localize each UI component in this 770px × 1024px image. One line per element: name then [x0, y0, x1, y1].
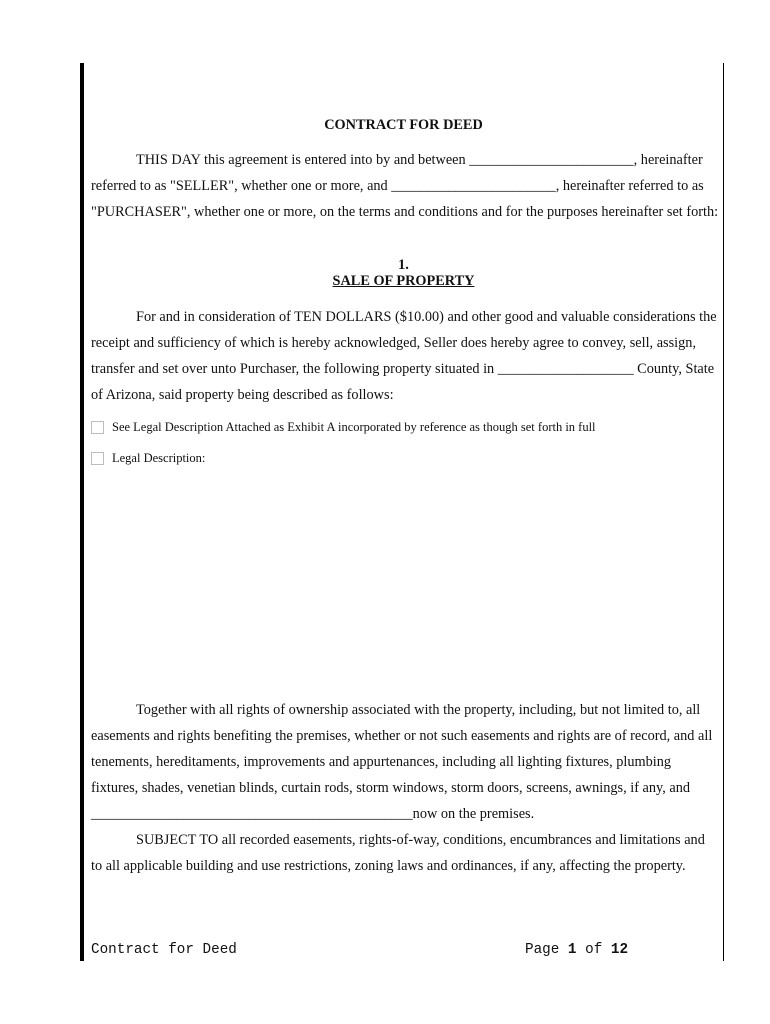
exhibit-label: See Legal Description Attached as Exhibit A incorporated by reference as though set forth in full [112, 420, 596, 434]
intro-text: THIS DAY this agreement is entered into by and between _______________________, hereinafter referred to as "SELLER", whether one or more, and _______________________, hereinafter referred to as "PURCHASER", whether one or more, on the terms and conditions and for the purposes hereinafter set forth: [91, 152, 719, 220]
footer-doc-name: Contract for Deed [91, 942, 237, 958]
together-text: Together with all rights of ownership associated with the property, including, but not limited to, all easements and rights benefiting the premises, whether or not such easements and rights are of record, and all tenements, hereditaments, improvements and appurtenances, including all lighting fixtures, plumbing fixtures, shades, venetian blinds, curtain rods, storm windows, storm doors, screens, awnings, if any, and _____________________________________________now on the premises. [91, 702, 713, 822]
left-margin-rule [80, 63, 84, 961]
footer-page-total: 12 [610, 942, 629, 958]
footer-page-current: 1 [567, 942, 577, 958]
sale-text: For and in consideration of TEN DOLLARS ($10.00) and other good and valuable considerations the receipt and sufficiency of which is hereby acknowledged, Seller does hereby agree to convey, sell, assign, transfer and set over unto Purchaser, the following property situated in ___________________ County, State of Arizona, said property being described as follows: [91, 309, 717, 403]
subject-to-text: SUBJECT TO all recorded easements, rights-of-way, conditions, encumbrances and limitations and to all applicable building and use restrictions, zoning laws and ordinances, if any, affecting the property. [91, 832, 705, 874]
intro-paragraph [91, 147, 719, 225]
legal-description-option [91, 451, 205, 466]
exhibit-checkbox[interactable] [91, 421, 104, 434]
footer-page-number [525, 942, 628, 958]
footer-page-word: Page [525, 942, 560, 958]
footer-of-word: of [585, 942, 603, 958]
together-paragraph [91, 697, 719, 879]
sale-paragraph [91, 304, 719, 408]
right-margin-rule [723, 63, 724, 961]
exhibit-option [91, 420, 596, 435]
section-number: 1. [398, 257, 409, 273]
section-heading: SALE OF PROPERTY [332, 273, 475, 289]
legal-description-label: Legal Description: [112, 451, 206, 465]
document-title: CONTRACT FOR DEED [324, 117, 483, 133]
legal-description-checkbox[interactable] [91, 452, 104, 465]
